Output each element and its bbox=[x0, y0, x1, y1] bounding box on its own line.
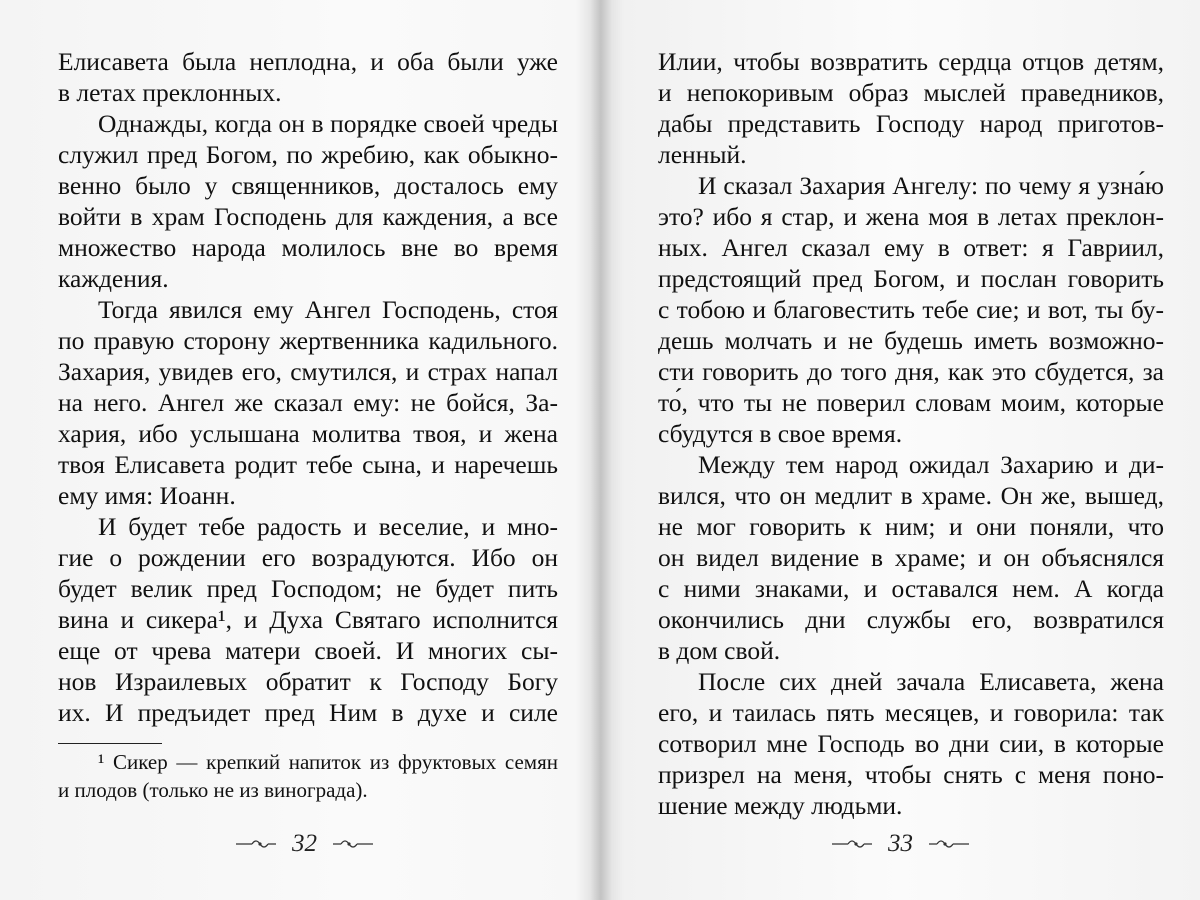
text-line: Однажды, когда он в порядке своей чреды bbox=[98, 109, 558, 138]
text-line: сти говорить до того дня, как это сбудется, за bbox=[658, 357, 1164, 386]
text-line: сбудутся в свое время. bbox=[658, 419, 903, 448]
text-line: хария, ибо услышана молитва твоя, и жена bbox=[58, 419, 558, 448]
ornament-right-icon bbox=[927, 836, 971, 852]
text-line: вился, что он медлит в храме. Он же, вышед, bbox=[658, 481, 1164, 510]
text-line: с тобою и благовестить тебе сие; и вот, ты бу- bbox=[658, 295, 1164, 324]
text-line: по правую сторону жертвенника кадильного. bbox=[58, 326, 558, 355]
text-line: служил пред Богом, по жребию, как обыкно- bbox=[58, 140, 558, 169]
text-line: их. И предъидет пред Ним в духе и силе bbox=[58, 698, 558, 727]
text-line: окончились дни службы его, возвратился bbox=[658, 605, 1164, 634]
text-line: Елисавета была неплодна, и оба были уже bbox=[58, 47, 558, 76]
text-line: в летах преклонных. bbox=[58, 78, 282, 107]
text-line: ных. Ангел сказал ему в ответ: я Гавриил, bbox=[658, 233, 1164, 262]
text-line: еще от чрева матери своей. И многих сы- bbox=[58, 636, 558, 665]
text-line: венно было у священников, досталось ему bbox=[58, 171, 558, 200]
ornament-left-icon bbox=[234, 836, 278, 852]
text-line: Илии, чтобы возвратить сердца отцов детям, bbox=[658, 47, 1164, 76]
text-line: множество народа молилось вне во время bbox=[58, 233, 558, 262]
ornament-right-icon bbox=[331, 836, 375, 852]
book-gutter bbox=[590, 0, 612, 900]
text-line: твоя Елисавета родит тебе сына, и наречешь bbox=[58, 450, 558, 479]
text-line: И сказал Захария Ангелу: по чему я узна́ю bbox=[698, 171, 1164, 200]
text-line: с ними знаками, и оставался нем. А когда bbox=[658, 574, 1164, 603]
page-number: 33 bbox=[888, 830, 913, 857]
text-line: ¹ Сикер — крепкий напиток из фруктовых семян bbox=[98, 750, 558, 774]
text-line: на него. Ангел же сказал ему: не бойся, За- bbox=[58, 388, 558, 417]
text-line: Тогда явился ему Ангел Господень, стоя bbox=[98, 295, 558, 324]
text-line: каждения. bbox=[58, 264, 169, 293]
text-line: это? ибо я стар, и жена моя в летах преклон- bbox=[658, 202, 1164, 231]
text-line: предстоящий пред Богом, и послан говорить bbox=[658, 264, 1164, 293]
text-line: После сих дней зачала Елисавета, жена bbox=[698, 667, 1164, 696]
text-line: дешь молчать и не будешь иметь возможно- bbox=[658, 326, 1164, 355]
text-line: сотворил мне Господь во дни сии, в которые bbox=[658, 729, 1164, 758]
text-line: нов Израилевых обратит к Господу Богу bbox=[58, 667, 558, 696]
footnote-rule bbox=[58, 743, 162, 744]
left-page-text bbox=[58, 46, 558, 728]
page-number: 32 bbox=[292, 830, 317, 857]
text-line: его, и таилась пять месяцев, и говорила: так bbox=[658, 698, 1164, 727]
text-line: дабы представить Господу народ приготов- bbox=[658, 109, 1164, 138]
text-line: гие о рождении его возрадуются. Ибо он bbox=[58, 543, 558, 572]
text-line: в дом свой. bbox=[658, 636, 781, 665]
text-line: шение между людьми. bbox=[658, 791, 903, 820]
footnote bbox=[58, 748, 558, 804]
text-line: не мог говорить к ним; и они поняли, что bbox=[658, 512, 1164, 541]
right-page-text bbox=[658, 46, 1164, 821]
page-number-right bbox=[830, 826, 971, 862]
page-number-left bbox=[234, 826, 375, 862]
text-line: И будет тебе радость и веселие, и мно- bbox=[98, 512, 558, 541]
ornament-left-icon bbox=[830, 836, 874, 852]
text-line: ленный. bbox=[658, 140, 747, 169]
text-line: вина и сикера¹, и Духа Святаго исполнится bbox=[58, 605, 558, 634]
text-line: призрел на меня, чтобы снять с меня поно- bbox=[658, 760, 1164, 789]
text-line: и плодов (только не из винограда). bbox=[58, 778, 368, 802]
text-line: Между тем народ ожидал Захарию и ди- bbox=[698, 450, 1164, 479]
text-line: войти в храм Господень для каждения, а все bbox=[58, 202, 558, 231]
text-line: он видел видение в храме; и он объяснялся bbox=[658, 543, 1164, 572]
text-line: и непокоривым образ мыслей праведников, bbox=[658, 78, 1164, 107]
text-line: ему имя: Иоанн. bbox=[58, 481, 236, 510]
text-line: то́, что ты не поверил словам моим, которые bbox=[658, 388, 1164, 417]
text-line: Захария, увидев его, смутился, и страх напал bbox=[58, 357, 558, 386]
text-line: будет велик пред Господом; не будет пить bbox=[58, 574, 558, 603]
